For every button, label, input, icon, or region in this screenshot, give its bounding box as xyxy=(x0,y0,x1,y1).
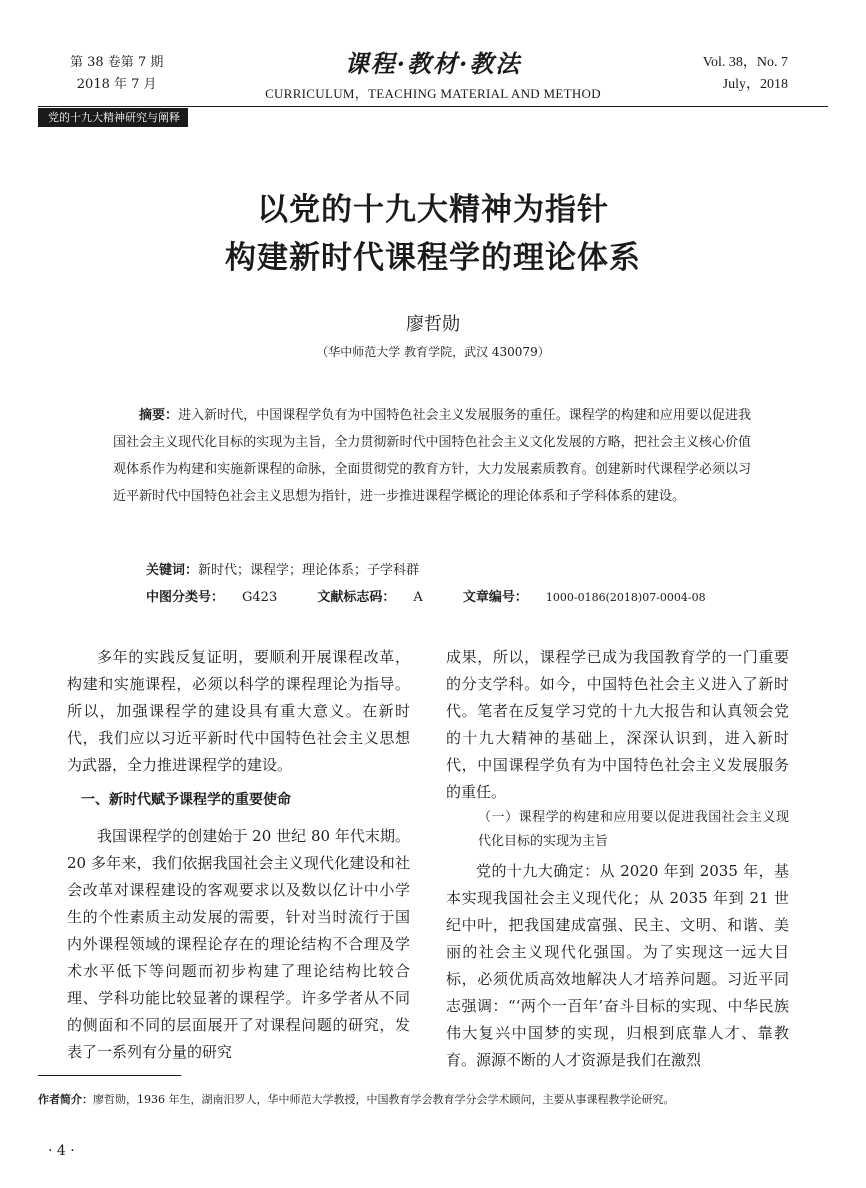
section-heading: 一、新时代赋予课程学的重要使命 xyxy=(81,792,291,808)
journal-title-cn: 课程·教材·教法 xyxy=(344,49,522,78)
clc-label: 中图分类号： xyxy=(146,590,225,605)
body-column-left xyxy=(67,644,410,1066)
volume-issue: 第 38 卷第 7 期 xyxy=(70,55,164,70)
issue-date: 2018 年 7 月 xyxy=(76,77,157,92)
keywords-label: 关键词： xyxy=(146,563,199,578)
title-line-1: 以党的十九大精神为指针 xyxy=(257,192,609,228)
keywords-text: 新时代；课程学；理论体系；子学科群 xyxy=(198,563,420,578)
body-column-right xyxy=(446,644,789,1074)
header-rule xyxy=(38,106,828,107)
section-tag: 党的十九大精神研究与阐释 xyxy=(38,108,188,127)
author-footnote xyxy=(38,1090,828,1110)
author-affiliation: （华中师范大学 教育学院，武汉 430079） xyxy=(316,345,550,359)
journal-title-en: CURRICULUM，TEACHING MATERIAL AND METHOD xyxy=(265,86,601,101)
page-number: · 4 · xyxy=(48,1143,75,1159)
footnote-text: 廖哲勋，1936 年生，湖南汨罗人，华中师范大学教授，中国教育学会教育学分会学术顾问，主要从事课程教学论研究。 xyxy=(93,1093,675,1106)
subsection-heading: （一）课程学的构建和应用要以促进我国社会主义现代化目标的实现为主旨 xyxy=(478,810,789,849)
abstract-text: 进入新时代，中国课程学负有为中国特色社会主义发展服务的重任。课程学的构建和应用要以促进我国社会主义现代化目标的实现为主旨，全力贯彻新时代中国特色社会主义文化发展的方略，把社会主义核心价值观体系作为构建和实施新课程的命脉，全面贯彻党的教育方针，大力发展素质教育。创建新时代课程学必须以习近平新时代中国特色社会主义思想为指针，进一步推进课程学概论的理论体系和子学科体系的建设。 xyxy=(113,408,751,504)
article-no-value: 1000-0186(2018)07-0004-08 xyxy=(545,591,706,604)
doc-code-label: 文献标志码： xyxy=(317,590,396,605)
body-paragraph: 多年的实践反复证明，要顺利开展课程改革，构建和实施课程，必须以科学的课程理论为指导。所以，加强课程学的建设具有重大意义。在新时代，我们应以习近平新时代中国特色社会主义思想为武器，全力推进课程学的建设。 xyxy=(67,648,410,774)
body-paragraph: 成果，所以，课程学已成为我国教育学的一门重要的分支学科。如今，中国特色社会主义进入了新时代。笔者在反复学习党的十九大报告和认真领会党的十九大精神的基础上，深深认识到，进入新时代，中国课程学负有为中国特色社会主义发展服务的重任。 xyxy=(446,648,789,801)
classification-line xyxy=(146,586,742,605)
title-line-2: 构建新时代课程学的理论体系 xyxy=(225,240,641,276)
footnote-rule xyxy=(38,1075,181,1076)
clc-value: G423 xyxy=(242,590,278,605)
volume-issue-en: Vol. 38，No. 7 xyxy=(702,55,788,70)
abstract-label: 摘要： xyxy=(139,408,179,423)
footnote-label: 作者简介： xyxy=(38,1093,93,1106)
issue-info-en xyxy=(703,52,788,96)
keywords xyxy=(146,559,419,578)
issue-date-en: July，2018 xyxy=(722,77,788,92)
abstract xyxy=(113,402,751,510)
article-no-label: 文章编号： xyxy=(462,590,528,605)
doc-code-value: A xyxy=(413,590,423,605)
article-title xyxy=(0,186,866,282)
body-paragraph: 我国课程学的创建始于 20 世纪 80 年代末期。20 多年来，我们依据我国社会主义现代化建设和社会改革对课程建设的客观要求以及数以亿计中小学生的个性素质主动发展的需要，针对当时流行于国内外课程领域的课程论存在的理论结构不合理及学术水平低下等问题而初步构建了理论结构比较合理、学科功能比较显著的课程学。许多学者从不同的侧面和不同的层面展开了对课程问题的研究，发表了一系列有分量的研究 xyxy=(67,827,410,1061)
body-paragraph: 党的十九大确定：从 2020 年到 2035 年，基本实现我国社会主义现代化；从 2035 年到 21 世纪中叶，把我国建成富强、民主、文明、和谐、美丽的社会主义现代化强国。为了实现这一远大目标，必须优质高效地解决人才培养问题。习近平同志强调：“‘两个一百年’奋斗目标的实现、中华民族伟大复兴中国梦的实现，归根到底靠人才、靠教育。源源不断的人才资源是我们在激烈 xyxy=(446,862,789,1069)
author-name: 廖哲勋 xyxy=(406,314,460,335)
